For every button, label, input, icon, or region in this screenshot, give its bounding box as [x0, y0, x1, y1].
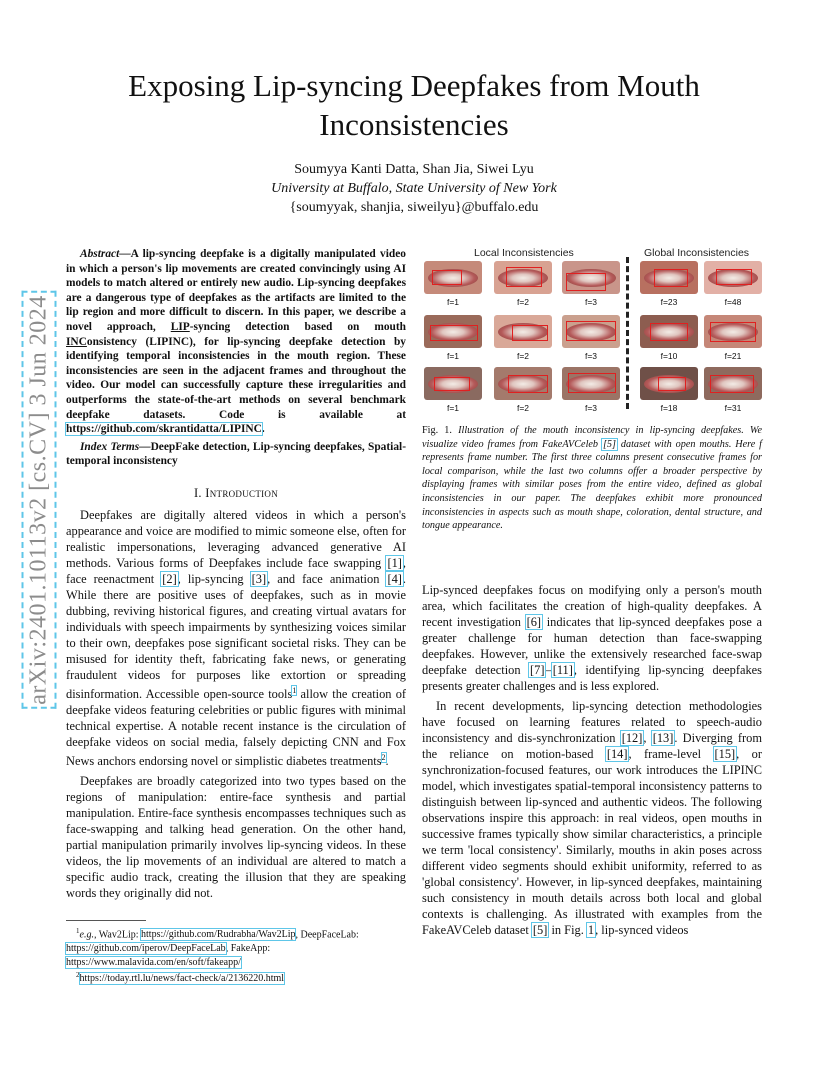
citation-link[interactable]: [5] [532, 923, 548, 937]
highlight-box [430, 325, 478, 341]
frame-number-label: f=31 [724, 403, 742, 413]
highlight-box [716, 269, 752, 285]
footnote-text: , DeepFaceLab: [295, 929, 359, 941]
highlight-box [506, 267, 542, 287]
mouth-frame-image [494, 367, 552, 400]
footnote-ref[interactable]: 2 [381, 753, 386, 763]
text: , lip-syncing [177, 571, 251, 586]
figure-1 [422, 247, 762, 413]
footnotes [66, 920, 406, 986]
mouth-frame-image [424, 315, 482, 348]
mouth-frame-image [424, 261, 482, 294]
paper-title: Exposing Lip-syncing Deepfakes from Mouth Inconsistencies [128, 68, 700, 142]
local-inconsistencies-header: Local Inconsistencies [474, 247, 574, 259]
text: , face reenactment [66, 555, 406, 586]
arxiv-stamp[interactable] [24, 262, 54, 738]
text: Deepfakes are digitally altered videos in which a person's appearance and voice are modified to mimic someone else, often for realistic impersonations, leveraging advanced generative AI methods. Various forms of Deepfakes include face swapping [66, 507, 406, 570]
frame-number-label: f=1 [446, 351, 460, 361]
frame-number-label: f=3 [584, 403, 598, 413]
inc-emphasis: INC [66, 335, 87, 348]
footnote-text: Wav2Lip: [96, 929, 142, 941]
text: . Diverging from the reliance on motion-based [422, 731, 762, 761]
frame-number-label: f=1 [446, 403, 460, 413]
mouth-frame-image [562, 367, 620, 400]
abstract-text: onsistency (LIPINC), for lip-syncing deepfake detection by identifying temporal inconsistencies in the mouth region. These inconsistencies are seen in the adjacent frames and throughout the video. Our model can successfully capture these irregularities and outperforms the state-of-the-art methods on several benchmark deepfake datasets. Code is available at [66, 335, 406, 421]
caption-label: Fig. 1. [422, 425, 452, 436]
frame-number-label: f=3 [584, 351, 598, 361]
footnote-text: e.g., [79, 929, 97, 941]
mouth-frame-image [424, 367, 482, 400]
highlight-box [508, 375, 548, 393]
mouth-frame-image [562, 261, 620, 294]
frame-number-label: f=2 [516, 403, 530, 413]
author-block [100, 160, 728, 217]
highlight-box [566, 321, 616, 341]
mouth-frame-image [640, 367, 698, 400]
text: , lip-synced videos [595, 923, 689, 937]
text: in Fig. [548, 923, 587, 937]
mouth-frame-image [562, 315, 620, 348]
mouth-frame-image [494, 261, 552, 294]
citation-link[interactable]: [1] [387, 555, 402, 570]
citation-link[interactable]: [15] [714, 747, 736, 761]
index-terms [66, 440, 406, 469]
author-names: Soumyya Kanti Datta, Shan Jia, Siwei Lyu [294, 162, 534, 177]
highlight-box [650, 323, 688, 341]
abstract-text: -syncing detection based on mouth [189, 320, 406, 333]
frame-number-label: f=23 [660, 297, 678, 307]
intro-paragraph-1 [66, 507, 406, 769]
footnote-link[interactable]: https://today.rtl.lu/news/fact-check/a/2136220.html [79, 973, 285, 985]
text: allow the creation of deepfake videos featuring celebrities or public figures with minimal technical expertise. A notable recent instance is the circulation of deepfake videos on social media, falsely depicting CNN and Fox News anchors endorsing novel or simplistic diabetes treatments [66, 687, 407, 769]
abstract-label: Abstract [80, 248, 120, 260]
intro-paragraph-2: Deepfakes are broadly categorized into two types based on the regions of manipulation: entire-face synthesis and partial manipulation. Entire-face synthesis encompasses techniques such as face-swapping and talking head generation. On the other hand, partial manipulation primarily involves lip-syncing videos. In these videos, the lip movements of an individual are altered to match a specific audio track, creating the illusion that they are speaking words they originally did not. [66, 774, 406, 901]
author-emails: {soumyyak, shanjia, siweilyu}@buffalo.edu [289, 200, 539, 215]
text: , frame-level [628, 747, 714, 761]
text: , or synchronization-focused features, our work introduces the LIPINC model, which investigates spatial-temporal inconsistency patterns to distinguish between lip-synced and authentic videos. The following observations inspire this approach: in real videos, open mouths in successive frames typically show similar characteristics, a principle we term 'local consistency'. Similarly, mouths in akin poses across different video segments should exhibit uniformity, referred to as 'global consistency'. However, in lip-synced deepfakes, maintaining such consistency in mouth details across both local and global contexts is challenging. As illustrated with examples from the FakeAVCeleb dataset [422, 747, 762, 937]
abstract [66, 247, 406, 437]
index-terms-text: —DeepFake detection, Lip-syncing deepfakes, Spatial-temporal inconsistency [66, 440, 406, 468]
text: . [385, 754, 389, 769]
text: , and face animation [267, 571, 387, 586]
mouth-frame-image [704, 261, 762, 294]
figure-divider [626, 257, 629, 409]
figure-caption [422, 424, 762, 533]
index-terms-label: Index Terms [80, 440, 140, 453]
footnote-number: 1 [76, 927, 80, 935]
mouth-frame-image [494, 315, 552, 348]
global-inconsistencies-header: Global Inconsistencies [644, 247, 750, 259]
footnote-number: 2 [76, 971, 80, 980]
footnote-2 [66, 969, 406, 986]
frame-number-label: f=2 [516, 297, 530, 307]
affiliation: University at Buffalo, State University of New York [271, 181, 557, 196]
citation-link[interactable]: [2] [162, 571, 177, 586]
right-paragraph-2 [422, 698, 762, 938]
highlight-box [654, 269, 688, 287]
text: – [545, 663, 552, 677]
frame-number-label: f=2 [516, 351, 530, 361]
citation-link[interactable]: [6] [526, 615, 542, 629]
highlight-box [566, 273, 606, 291]
frame-number-label: f=48 [724, 297, 742, 307]
citation-link[interactable]: [7] [530, 663, 545, 677]
footnote-rule [66, 920, 146, 921]
footnote-link[interactable]: https://www.malavida.com/en/soft/fakeapp/ [66, 956, 241, 968]
abstract-text: —A lip-syncing deepfake is a digitally manipulated video in which a person's lip movements are created convincingly using AI models to match altered or entirely new audio. Lip-syncing deepfakes are a dangerous type of deepfakes as the artifacts are limited to the lip region and more difficult to discern. In this paper, we describe a novel approach, [66, 248, 406, 333]
footnote-1 [66, 925, 406, 969]
highlight-box [432, 270, 462, 285]
citation-link[interactable]: [12] [621, 731, 643, 745]
citation-link[interactable]: [3] [251, 571, 267, 586]
frame-number-label: f=21 [724, 351, 742, 361]
frame-number-label: f=3 [584, 297, 598, 307]
text: In recent developments, lip-syncing detection methodologies have focused on learning features related to speech-audio inconsistency and dis-synchronization [422, 699, 762, 745]
code-link[interactable]: https://github.com/skrantidatta/LIPINC [66, 423, 262, 436]
citation-link[interactable]: [5] [602, 438, 616, 450]
footnote-link[interactable]: https://github.com/iperov/DeepFaceLab [66, 942, 226, 954]
highlight-box [710, 322, 756, 342]
text: , identifying lip-syncing deepfakes presents greater challenges and is less explored. [422, 663, 762, 693]
text: . While there are positive uses of deepfakes, such as in movie dubbing, reviving historical figures, and creating virtual avatars for individuals with speech impairments by synthesizing voices similar to their own, deepfakes pose significant societal risks. They can be misused for identity theft, fabricating fake news, or generating fraudulent videos for purposes like extortion or spreading disinformation. Accessible open-source tools [66, 571, 406, 702]
section-heading: I. Introduction [193, 485, 279, 500]
mouth-frame-image [704, 315, 762, 348]
highlight-box [710, 375, 754, 393]
footnote-ref[interactable]: 1 [292, 685, 297, 695]
footnote-text: , FakeApp: [225, 942, 271, 954]
highlight-box [658, 377, 686, 391]
frame-number-label: f=1 [446, 297, 460, 307]
text: Lip-synced deepfakes focus on modifying only a person's mouth area, which facilitates the creation of high-quality deepfakes. A recent investigation [422, 583, 762, 629]
footnote-link[interactable]: https://github.com/Rudrabha/Wav2Lip [141, 929, 296, 941]
citation-link[interactable]: [13] [652, 731, 674, 745]
figure-link[interactable]: 1 [587, 923, 595, 937]
citation-link[interactable]: [4] [387, 571, 402, 586]
mouth-frame-image [640, 315, 698, 348]
abstract-text: . [261, 423, 265, 436]
highlight-box [434, 377, 470, 391]
text: indicates that lip-synced deepfakes pose a greater challenge for human detection than face-swapping deepfakes. However, unlike the extensively researched face-swap deepfake detection [422, 615, 763, 677]
frame-number-label: f=10 [660, 351, 678, 361]
highlight-box [512, 325, 548, 341]
arxiv-stamp-text[interactable]: arXiv:2401.10113v2 [cs.CV] 3 Jun 2024 [25, 295, 52, 705]
right-column [422, 582, 762, 942]
caption-text: dataset with open mouths. Here f represents frame number. The first three columns present consecutive frames for local comparison, while the last two columns offer a broader perspective by displaying frames with similar poses from the entire video, defined as global inconsistencies in our paper. The deepfakes exhibit more pronounced inconsistencies in aspects such as mouth shape, coloration, dental structure, and tongue appearance. [422, 438, 763, 532]
text: , [643, 731, 652, 745]
left-column [66, 247, 406, 905]
mouth-frame-image [640, 261, 698, 294]
citation-link[interactable]: [14] [606, 747, 628, 761]
frame-number-label: f=18 [660, 403, 678, 413]
right-paragraph-1 [422, 582, 762, 694]
highlight-box [568, 373, 616, 393]
lip-emphasis: LIP [170, 320, 190, 333]
caption-text: Illustration of the mouth inconsistency in lip-syncing deepfakes. We visualize video frames from FakeAVCeleb [422, 425, 763, 450]
citation-link[interactable]: [11] [552, 663, 573, 677]
mouth-frame-image [704, 367, 762, 400]
